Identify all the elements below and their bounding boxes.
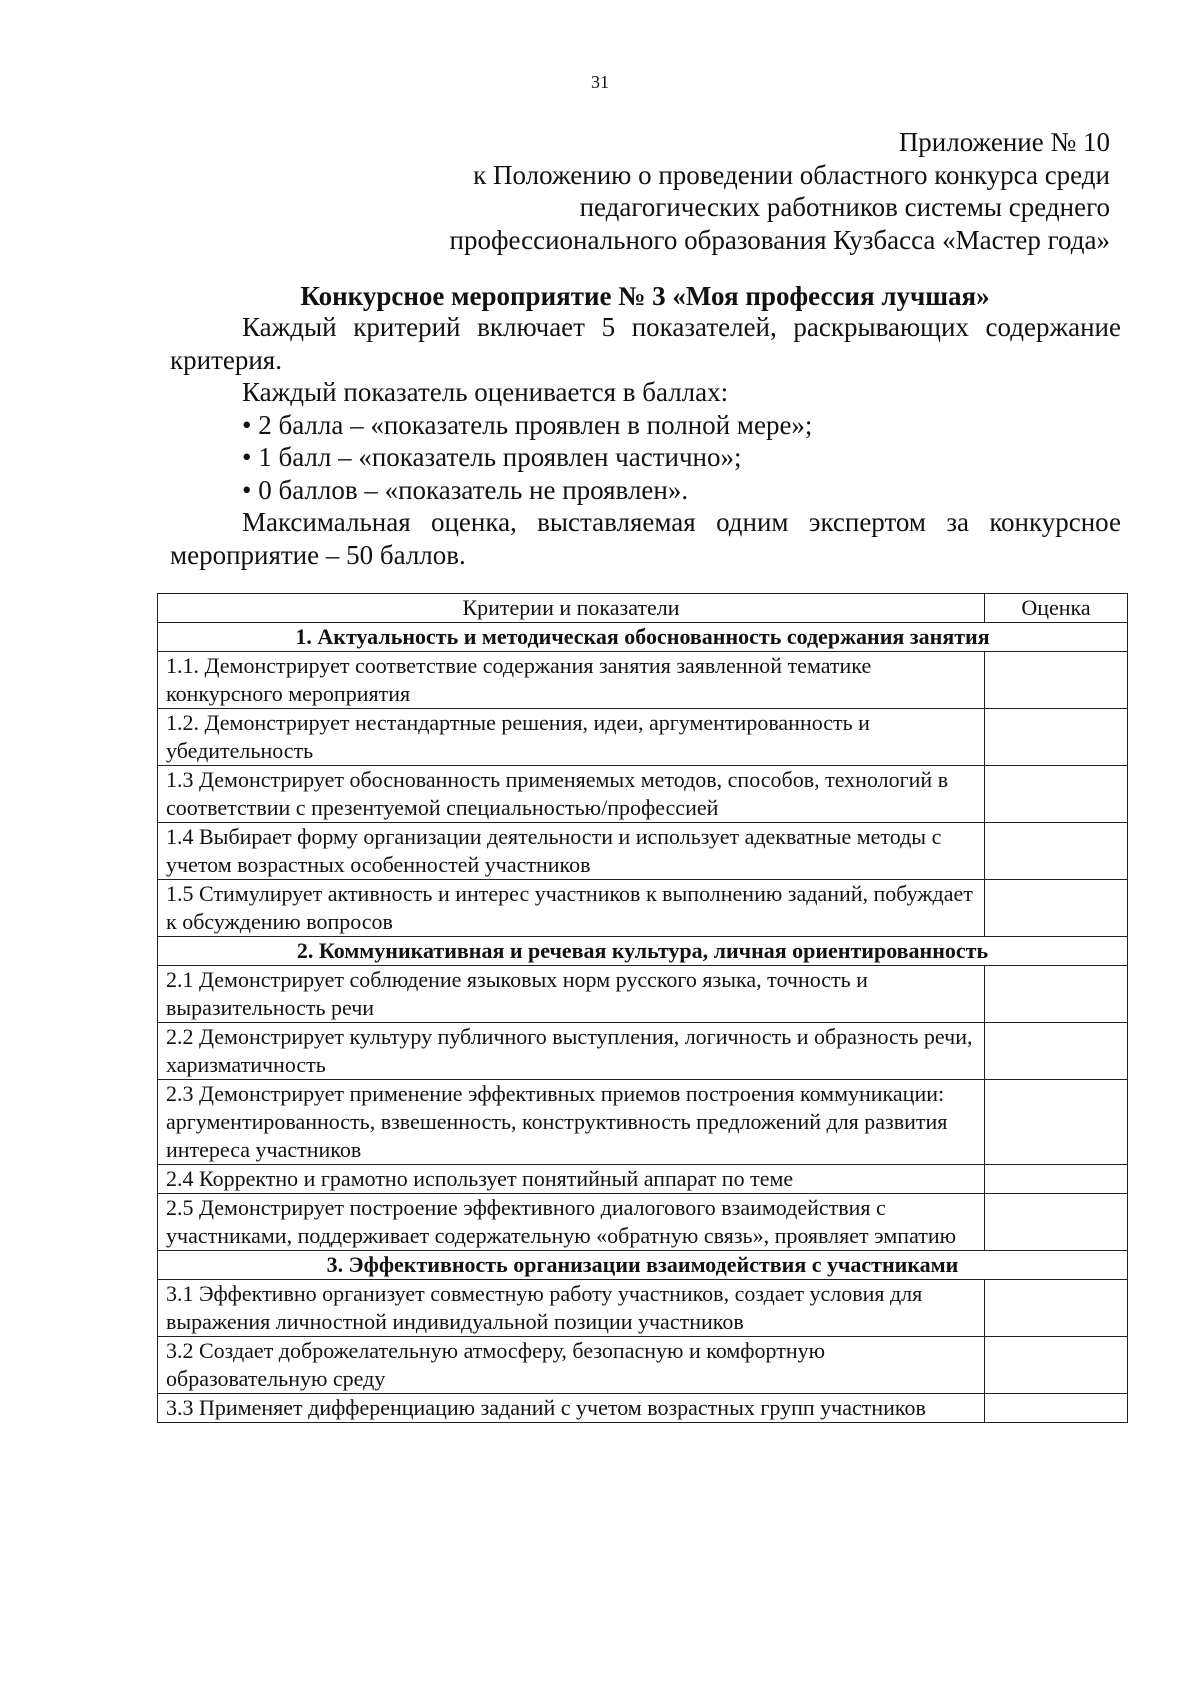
table-row (158, 1337, 1128, 1394)
appendix-line: профессионального образования Кузбасса «Мастер года» (449, 224, 1110, 255)
section-title: 3. Эффективность организации взаимодействия с участниками (158, 1251, 1128, 1280)
score-cell (985, 1165, 1128, 1194)
criterion-text: 3.1 Эффективно организует совместную работу участников, создает условия для выражения личностной индивидуальной позиции участников (158, 1280, 985, 1337)
criterion-text: 3.3 Применяет дифференциацию заданий с учетом возрастных групп участников (158, 1394, 985, 1423)
criterion-text: 2.4 Корректно и грамотно использует понятийный аппарат по теме (158, 1165, 985, 1194)
criterion-text: 1.2. Демонстрирует нестандартные решения, идеи, аргументированность и убедительность (158, 709, 985, 766)
criteria-header: Критерии и показатели (158, 594, 985, 623)
bullet-item: • 2 балла – «показатель проявлен в полной мере»; (242, 409, 813, 440)
criterion-text: 1.3 Демонстрирует обоснованность применяемых методов, способов, технологий в соответствии с презентуемой специальностью/профессией (158, 766, 985, 823)
criterion-text: 2.1 Демонстрирует соблюдение языковых норм русского языка, точность и выразительность речи (158, 966, 985, 1023)
paragraph: Максимальная оценка, выставляемая одним экспертом за конкурсное мероприятие – 50 баллов. (170, 507, 1121, 570)
score-cell (985, 652, 1128, 709)
criterion-text: 2.3 Демонстрирует применение эффективных приемов построения коммуникации: аргументированность, взвешенность, конструктивность предложений для развития интереса участников (158, 1080, 985, 1165)
event-title: Конкурсное мероприятие № 3 «Моя профессия лучшая» (300, 281, 990, 311)
table-row (158, 1194, 1128, 1251)
table-row (158, 823, 1128, 880)
score-cell (985, 766, 1128, 823)
appendix-line: Приложение № 10 (898, 127, 1110, 157)
score-cell (985, 966, 1128, 1023)
table-row (158, 880, 1128, 937)
criterion-text: 2.5 Демонстрирует построение эффективного диалогового взаимодействия с участниками, поддерживает содержательную «обратную связь», проявляет эмпатию (158, 1194, 985, 1251)
criterion-text: 3.2 Создает доброжелательную атмосферу, безопасную и комфортную образовательную среду (158, 1337, 985, 1394)
section-row (158, 1251, 1128, 1280)
score-cell (985, 880, 1128, 937)
appendix-line: педагогических работников системы среднего (579, 192, 1110, 222)
section-title: 2. Коммуникативная и речевая культура, личная ориентированность (158, 937, 1128, 966)
score-cell (985, 1280, 1128, 1337)
section-row (158, 623, 1128, 652)
paragraph: Каждый критерий включает 5 показателей, раскрывающих содержание критерия. (170, 312, 1121, 375)
criteria-table (157, 593, 1128, 1423)
criterion-text: 1.4 Выбирает форму организации деятельности и использует адекватные методы с учетом возрастных особенностей участников (158, 823, 985, 880)
table-row (158, 709, 1128, 766)
table-row (158, 652, 1128, 709)
table-row (158, 1394, 1128, 1423)
paragraph: Каждый показатель оценивается в баллах: (242, 377, 729, 407)
table-row (158, 1023, 1128, 1080)
score-cell (985, 1023, 1128, 1080)
appendix-header (350, 126, 1110, 256)
table-row (158, 1080, 1128, 1165)
table-row (158, 1280, 1128, 1337)
appendix-line: к Положению о проведении областного конкурса среди (473, 159, 1110, 190)
table-header-row (158, 594, 1128, 623)
score-cell (985, 1337, 1128, 1394)
bullet-item: • 0 баллов – «показатель не проявлен». (242, 474, 689, 505)
criterion-text: 1.5 Стимулирует активность и интерес участников к выполнению заданий, побуждает к обсуждению вопросов (158, 880, 985, 937)
body-text (170, 311, 1121, 571)
table-row (158, 1165, 1128, 1194)
table-row (158, 966, 1128, 1023)
section-title: 1. Актуальность и методическая обоснованность содержания занятия (158, 623, 1128, 652)
score-cell (985, 709, 1128, 766)
bullet-item: • 1 балл – «показатель проявлен частично»; (242, 442, 742, 472)
page-number: 31 (591, 72, 609, 92)
score-cell (985, 1194, 1128, 1251)
score-cell (985, 823, 1128, 880)
score-cell (985, 1080, 1128, 1165)
score-cell (985, 1394, 1128, 1423)
section-row (158, 937, 1128, 966)
criterion-text: 2.2 Демонстрирует культуру публичного выступления, логичность и образность речи, харизматичность (158, 1023, 985, 1080)
table-row (158, 766, 1128, 823)
score-header: Оценка (985, 594, 1128, 623)
criterion-text: 1.1. Демонстрирует соответствие содержания занятия заявленной тематике конкурсного мероприятия (158, 652, 985, 709)
